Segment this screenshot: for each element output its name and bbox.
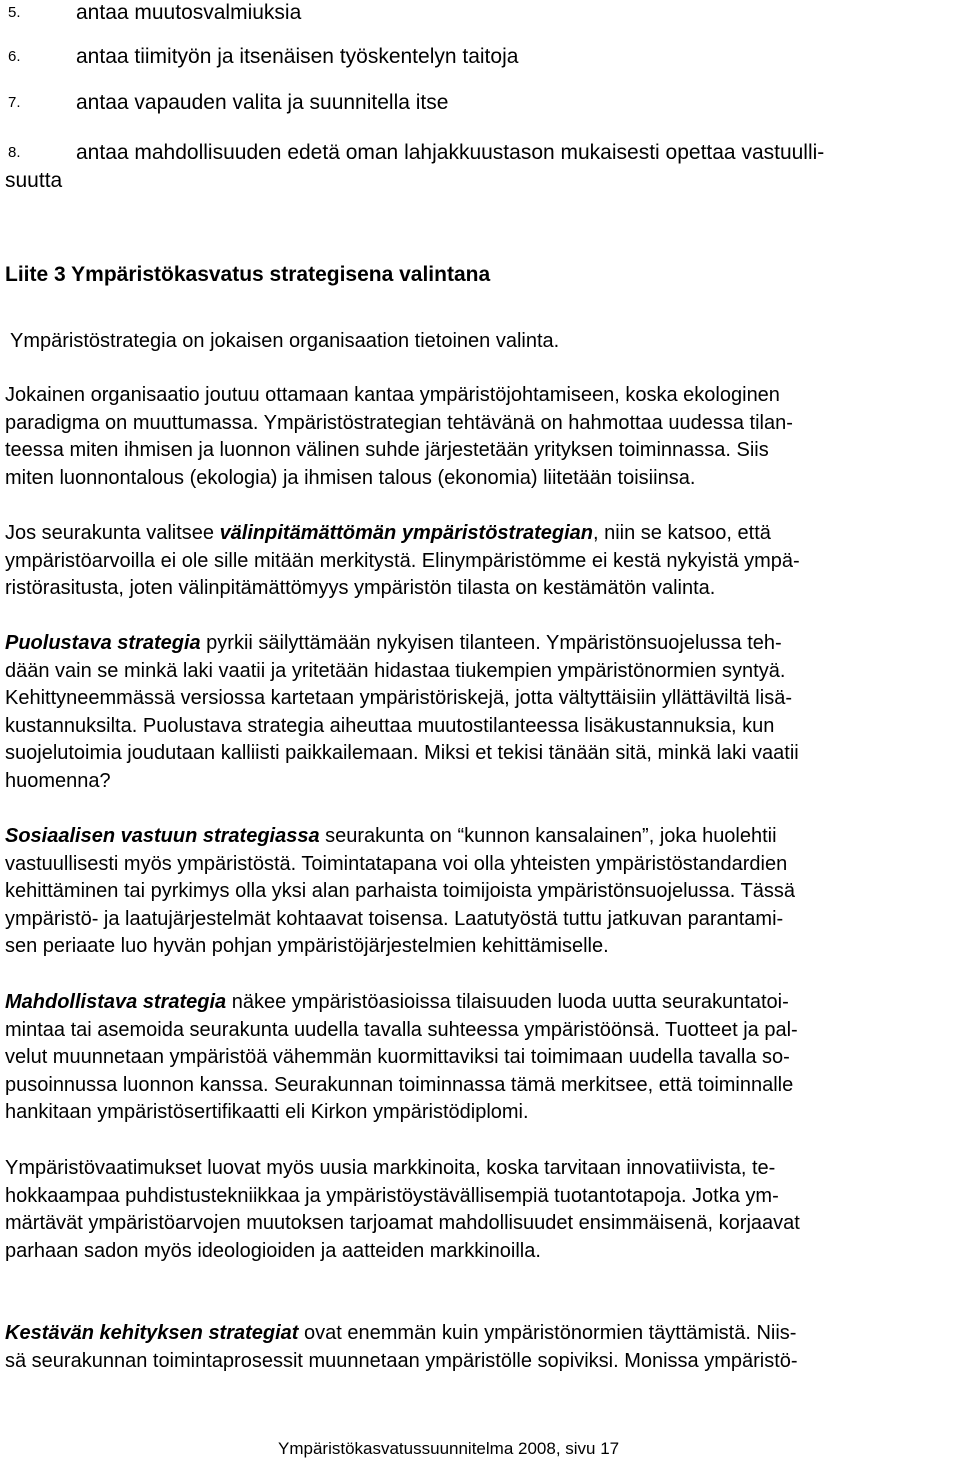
text-line: vastuullisesti myös ympäristöstä. Toimintatapana voi olla yhteisten ympäristöstandardien (5, 852, 788, 875)
appendix-heading: Liite 3 Ympäristökasvatus strategisena valintana (5, 263, 491, 286)
text-line: kustannuksilta. Puolustava strategia aiheuttaa muutostilanteessa lisäkustannuksia, kun (5, 714, 775, 737)
text-line: Ympäristövaatimukset luovat myös uusia markkinoita, koska tarvitaan innovatiivista, te- (5, 1157, 776, 1179)
text-line (5, 520, 955, 548)
text-run: pyrkii säilyttämään nykyisen tilanteen. Ympäristönsuojelussa teh- (200, 632, 782, 654)
list-item-number: 7. (8, 94, 21, 111)
text-line (5, 1320, 955, 1348)
text-line: hankitaan ympäristösertifikaatti eli Kirkon ympäristödiplomi. (5, 1101, 529, 1124)
paragraph-enabling-strategy (5, 989, 955, 1127)
intro-sentence: Ympäristöstrategia on jokaisen organisaation tietoinen valinta. (10, 330, 560, 352)
strategy-term: Puolustava strategia (5, 632, 201, 654)
text-run: seurakunta on “kunnon kansalainen”, joka huolehtii (319, 825, 777, 847)
list-item-text: antaa mahdollisuuden edetä oman lahjakkuustason mukaisesti opettaa vastuulli- (76, 141, 825, 164)
text-line: parhaan sadon myös ideologioiden ja aatteiden markkinoilla. (5, 1239, 541, 1262)
page-footer: Ympäristökasvatussuunnitelma 2008, sivu 17 (278, 1439, 620, 1458)
strategy-term: Mahdollistava strategia (5, 991, 227, 1013)
text-line: paradigma on muuttumassa. Ympäristöstrategian tehtävänä on hahmottaa uudessa tilan- (5, 411, 793, 434)
text-line: sä seurakunnan toimintaprosessit muunnetaan ympäristölle sopiviksi. Monissa ympäristö- (5, 1349, 798, 1372)
strategy-term: välinpitämättömän ympäristöstrategian (219, 522, 593, 544)
strategy-term: Sosiaalisen vastuun strategiassa (5, 825, 320, 847)
list-item-text: antaa tiimityön ja itsenäisen työskentelyn taitoja (76, 45, 519, 68)
list-item-text: antaa muutosvalmiuksia (76, 1, 302, 24)
text-line: kehittäminen tai pyrkimys olla yksi alan parhaista toimijoista ympäristönsuojelussa. Tässä (5, 880, 795, 903)
text-line (5, 989, 955, 1017)
text-line: märtävät ympäristöarvojen muutoksen tarjoamat mahdollisuudet ensimmäisenä, korjaavat (5, 1212, 800, 1235)
text-line: ristörasitusta, joten välinpitämättömyys ympäristön tilasta on kestämätön valinta. (5, 577, 716, 600)
text-line: Jokainen organisaatio joutuu ottamaan kantaa ympäristöjohtamiseen, koska ekologinen (5, 384, 780, 406)
text-run: , niin se katsoo, että (593, 522, 771, 544)
text-line: miten luonnontalous (ekologia) ja ihmisen talous (ekonomia) liitetään toisiinsa. (5, 466, 696, 489)
text-line: dään vain se minkä laki vaatii ja yritetään hidastaa tiukempien ympäristönormien syntyä. (5, 659, 786, 682)
strategy-term: Kestävän kehityksen strategiat (5, 1322, 299, 1344)
list-item-number: 6. (8, 48, 21, 65)
text-line: sen periaate luo hyvän pohjan ympäristöjärjestelmien kehittämiselle. (5, 935, 609, 958)
list-item-continuation: suutta (5, 169, 63, 192)
text-line: ympäristö- ja laatujärjestelmät kohtaavat toisensa. Laatutyöstä tuttu jatkuvan parantami- (5, 907, 784, 930)
paragraph-sustainable-strategy (5, 1320, 955, 1375)
text-line: pusoinnussa luonnon kanssa. Seurakunnan toiminnassa tämä merkitsee, että toiminnalle (5, 1073, 794, 1096)
text-line: hokkaampaa puhdistustekniikkaa ja ympäristöystävällisempiä tuotantotapoja. Jotka ym- (5, 1184, 779, 1207)
paragraph-new-markets (5, 1155, 955, 1265)
text-line: ympäristöarvoilla ei ole sille mitään merkitystä. Elinympäristömme ei kestä nykyistä ympä- (5, 549, 800, 572)
paragraph-defensive-strategy (5, 630, 955, 796)
text-line: teessa miten ihmisen ja luonnon välinen suhde järjestetään yrityksen toiminnassa. Siis (5, 439, 769, 462)
text-line (5, 823, 955, 851)
list-item-text: antaa vapauden valita ja suunnitella itse (76, 91, 449, 114)
text-line: Kehittyneemmässä versiossa kartetaan ympäristöriskejä, jotta vältyttäisiin yllättäviltä lisä- (5, 687, 792, 710)
list-item-number: 8. (8, 144, 21, 161)
text-line: mintaa tai asemoida seurakunta uudella tavalla suhteessa ympäristöönsä. Tuotteet ja pal- (5, 1018, 798, 1041)
text-run: näkee ympäristöasioissa tilaisuuden luoda uutta seurakuntatoi- (226, 991, 789, 1013)
list-item-number: 5. (8, 4, 21, 21)
text-line: suojelutoimia joudutaan kalliisti paikkailemaan. Miksi et tekisi tänään sitä, minkä laki vaatii (5, 742, 799, 765)
text-line: velut muunnetaan ympäristöä vähemmän kuormittaviksi tai toimimaan uudella tavalla so- (5, 1046, 790, 1069)
paragraph-indifferent-strategy (5, 520, 955, 603)
paragraph-ecological-paradigm (5, 382, 955, 492)
text-line: huomenna? (5, 769, 111, 792)
text-run: Jos seurakunta valitsee (5, 522, 220, 544)
text-line (5, 630, 955, 658)
text-run: ovat enemmän kuin ympäristönormien täyttämistä. Niis- (298, 1322, 797, 1344)
paragraph-social-responsibility-strategy (5, 823, 955, 961)
